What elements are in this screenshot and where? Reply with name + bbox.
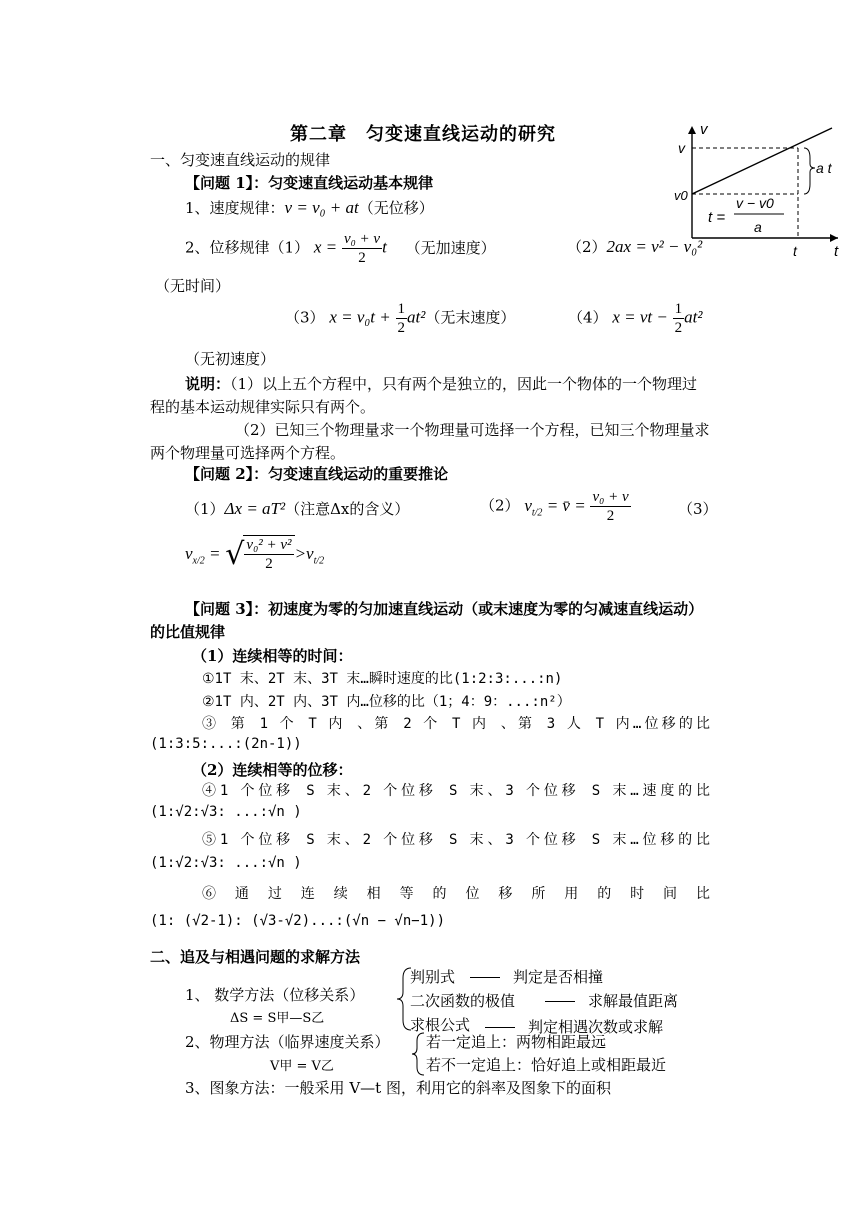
inference-2: （2） $v_{t/2}$ = v̄ = $\frac{\text{v₀ + v}}{2}$	[480, 489, 629, 524]
disp-label: 2、位移规律（1）	[185, 238, 310, 257]
t-formula-den: a	[754, 219, 762, 235]
displacement-rule-4: （4） x = vt − $\frac{1}{2}$ at²	[568, 301, 703, 336]
t-formula-num: v − v0	[736, 195, 774, 211]
ratio-6: ⑥ 通 过 连 续 相 等 的 位 移 所 用 的 时 间 比	[202, 886, 710, 902]
disp2-note: （无时间）	[155, 277, 231, 295]
t-formula-left: t =	[708, 209, 726, 226]
q3-title: 【问题 3】：初速度为零的匀加速直线运动（或末速度为零的匀减速直线运动）的比值规律	[150, 600, 704, 641]
displacement-rule-2	[567, 236, 702, 257]
v-axis-arrow	[688, 126, 696, 134]
brace1-result-3: 判定相遇次数或求解	[528, 1018, 664, 1036]
inference-1	[185, 498, 409, 519]
section1-heading: 一、匀变速直线运动的规律	[150, 151, 331, 169]
inf1-label: （1）	[185, 500, 225, 518]
ratio-5-cont: (1:√2:√3: ...:√n )	[150, 855, 302, 871]
disp1-note: （无加速度）	[405, 238, 496, 257]
displacement-rule-1: 2、位移规律（1） x = $\frac{\text{v₀ + v}}{2}$ t （无加速度）	[185, 231, 496, 266]
ratio-5: ⑤1 个位移 S 末、2 个位移 S 末、3 个位移 S 末…位移的比	[202, 832, 710, 848]
method-2-label: 2、物理方法（临界速度关系）	[185, 1033, 390, 1051]
brace1-result-1: 判定是否相撞	[513, 968, 604, 986]
q1-title: 【问题 1】：匀变速直线运动基本规律	[185, 174, 434, 192]
method-1-eq: ΔS = S甲—S乙	[230, 1011, 325, 1026]
note-1: 说明：（1）以上五个方程中，只有两个是独立的，因此一个物体的一个物理过程的基本运动规律实际只有两个。	[150, 375, 698, 416]
ratio-4: ④1 个位移 S 末、2 个位移 S 末、3 个位移 S 末…速度的比	[202, 783, 710, 799]
inf1-note: （注意Δx的含义）	[285, 500, 410, 518]
disp2-label: （2）	[567, 238, 607, 256]
brace1-result-2: 求解最值距离	[588, 992, 679, 1010]
t-tick-label: t	[793, 243, 797, 259]
q2-title: 【问题 2】：匀变速直线运动的重要推论	[185, 465, 449, 483]
dash-3	[485, 1027, 515, 1028]
inf2-label: （2）	[480, 496, 520, 515]
velocity-formula: v = v₀ + at	[284, 198, 359, 217]
disp4-note: （无初速度）	[185, 350, 276, 368]
disp4-label: （4）	[568, 308, 608, 327]
inf3-label: （3）	[678, 500, 718, 518]
sub-2: （2）连续相等的位移：	[192, 761, 353, 779]
ratio-3: ③ 第 1 个 T 内 、第 2 个 T 内 、第 3 人 T 内…位移的比	[202, 716, 710, 732]
note-label: 说明：	[185, 375, 231, 393]
dash-1	[470, 977, 500, 978]
method-3: 3、图象方法：一般采用 V—t 图，利用它的斜率及图象下的面积	[185, 1079, 611, 1097]
ratio-4-cont: (1:√2:√3: ...:√n )	[150, 804, 302, 820]
brace2-item-1: 若一定追上：两物相距最远	[426, 1033, 607, 1051]
at-brace	[804, 148, 815, 194]
brace2-item-2: 若不一定追上：恰好追上或相距最近	[426, 1056, 667, 1074]
method-1-label: 1、 数学方法（位移关系）	[185, 986, 365, 1004]
ratio-3-cont: (1:3:5:...:(2n-1))	[150, 736, 302, 752]
velocity-label: 1、速度规律：	[185, 199, 285, 217]
v-tick-label: v	[678, 140, 685, 156]
t-axis-label: t	[834, 243, 839, 260]
brace1-item-2: 二次函数的极值	[410, 992, 516, 1010]
displacement-rule-3: （3） x = v₀t + $\frac{1}{2}$ at²（无末速度）	[285, 301, 516, 336]
velocity-line	[692, 128, 832, 194]
velocity-note: （无位移）	[358, 199, 434, 217]
method-2-eq: V甲 = V乙	[270, 1059, 334, 1074]
brace1-item-1: 判别式	[410, 968, 456, 986]
at-label: a t	[816, 160, 832, 176]
disp3-label: （3）	[285, 308, 325, 327]
note-2: （2）已知三个物理量求一个物理量可选择一个方程，已知三个物理量求两个物理量可选择两个方程。	[150, 421, 710, 462]
dash-2	[545, 1001, 575, 1002]
inference-3: $v_{x/2}$ = √ $\frac{\text{v₀² + v²}}{2}$ $>v_{t/2}$	[185, 537, 325, 572]
sub-1: （1）连续相等的时间：	[192, 647, 353, 665]
ratio-6-cont: (1: (√2-1): (√3-√2)...:(√n − √n−1))	[150, 913, 446, 929]
page-title: 第二章 匀变速直线运动的研究	[290, 124, 556, 145]
inf1-formula: Δx = aT²	[224, 499, 286, 518]
disp2-formula: 2ax = v² − v₀²	[606, 237, 703, 256]
ratio-2: ②1T 内、2T 内、3T 内…位移的比（1；4：9：...:n²）	[202, 694, 571, 710]
section2-heading: 二、追及与相遇问题的求解方法	[150, 948, 361, 966]
t-axis-arrow	[830, 234, 838, 242]
v-axis-label: v	[700, 121, 708, 138]
v0-tick-label: v0	[674, 188, 688, 203]
velocity-rule	[185, 197, 434, 218]
brace1-item-3: 求根公式	[410, 1016, 471, 1034]
disp3-note: （无末速度）	[425, 308, 516, 327]
ratio-1: ①1T 末、2T 末、3T 末…瞬时速度的比(1:2:3:...:n)	[202, 671, 563, 687]
